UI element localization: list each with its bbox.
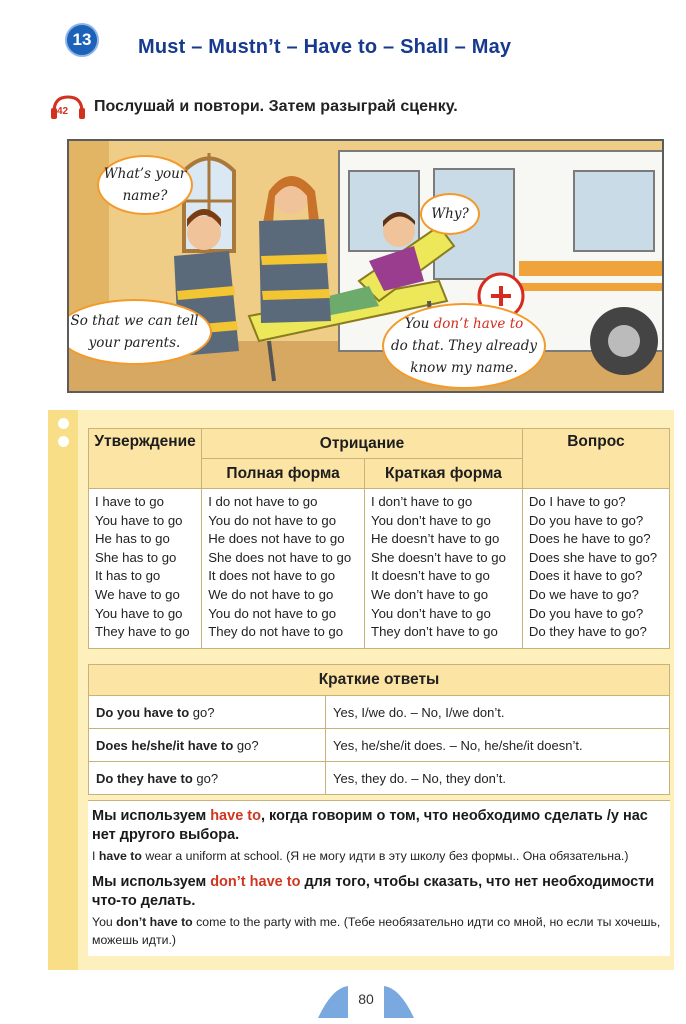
- question-rest: go?: [189, 704, 215, 720]
- table-cell: Does she have to go?: [528, 549, 658, 565]
- table-cell: He doesn’t have to go: [371, 531, 500, 547]
- table-cell: They do not have to go: [208, 624, 344, 640]
- page-title: Must – Mustn’t – Have to – Shall – May: [138, 36, 512, 58]
- table-cell: He has to go: [95, 531, 170, 547]
- table-cell: It has to go: [95, 568, 161, 584]
- example-have-to: I have to wear a uniform at school. (Я не могу идти в эту школу без формы.. Она обязательна.): [92, 849, 629, 863]
- binder-hole: [58, 436, 69, 447]
- header-question: Вопрос: [522, 429, 669, 489]
- question-bold: Do they have to: [96, 770, 193, 786]
- table-cell: We have to go: [95, 586, 180, 602]
- table-cell: You don’t have to go: [371, 605, 491, 621]
- short-answers-title: Краткие ответы: [89, 665, 670, 696]
- audio-track-number: 42: [57, 106, 69, 117]
- table-cell: We do not have to go: [208, 586, 334, 602]
- bubble-text: So that we can tell: [70, 313, 199, 329]
- table-cell: [89, 729, 326, 762]
- table-cell: I don’t have to go: [371, 494, 473, 509]
- binder-hole: [58, 418, 69, 429]
- negative-short-column: [365, 489, 523, 649]
- question-bold: Does he/she/it have to: [96, 737, 234, 753]
- highlighted-phrase: have to: [210, 808, 261, 824]
- bubble-text: your parents.: [88, 335, 181, 351]
- table-cell: You do not have to go: [208, 605, 337, 621]
- table-cell: We don’t have to go: [371, 586, 489, 602]
- question-bold: Do you have to: [96, 704, 190, 720]
- table-cell: Yes, I/we do. – No, I/we don’t.: [326, 696, 670, 729]
- table-cell: Does it have to go?: [528, 568, 643, 584]
- speech-bubble-why: [420, 193, 480, 235]
- table-cell: It doesn’t have to go: [371, 568, 490, 584]
- table-cell: He does not have to go: [208, 531, 345, 547]
- speech-bubble-whats-your-name: [97, 155, 193, 215]
- exercise-instruction: Послушай и повтори. Затем разыграй сценку.: [94, 98, 458, 115]
- table-cell: They have to go: [95, 624, 190, 640]
- highlighted-phrase: don’t have to: [433, 316, 524, 332]
- question-rest: go?: [233, 737, 259, 753]
- table-cell: They don’t have to go: [371, 624, 498, 640]
- table-cell: [89, 696, 326, 729]
- question-column: [522, 489, 669, 649]
- bubble-text: do that. They already: [391, 338, 537, 354]
- affirmative-column: [89, 489, 202, 649]
- table-cell: Do I have to go?: [528, 494, 626, 509]
- usage-notes: [88, 800, 670, 956]
- table-cell: Do we have to go?: [528, 586, 639, 602]
- table-cell: Do you have to go?: [528, 512, 644, 528]
- table-cell: Yes, he/she/it does. – No, he/she/it doesn’t.: [326, 729, 670, 762]
- table-cell: Do they have to go?: [528, 624, 647, 640]
- question-rest: go?: [192, 770, 219, 786]
- table-cell: You have to go: [95, 605, 183, 621]
- table-cell: I do not have to go: [208, 494, 318, 509]
- header-negative: Отрицание: [202, 429, 523, 459]
- short-answers-table: [88, 664, 670, 795]
- panel-binding-strip: [48, 410, 78, 970]
- grammar-table: [88, 428, 670, 649]
- rule-dont-have-to: Мы используем don’t have to для того, чтобы сказать, что нет необходимости что-то делать.: [92, 874, 655, 909]
- unit-number-badge: 13: [67, 25, 97, 55]
- header-full-form: Полная форма: [202, 459, 365, 489]
- table-cell: You don’t have to go: [371, 512, 491, 528]
- comic-illustration: [67, 139, 664, 393]
- speech-bubble-dont-have-to: [382, 303, 546, 389]
- bubble-text: know my name.: [410, 360, 518, 376]
- table-cell: Does he have to go?: [528, 531, 651, 547]
- header-affirmative: Утверждение: [89, 429, 202, 489]
- table-cell: She has to go: [95, 549, 177, 565]
- table-cell: Do you have to go?: [528, 605, 644, 621]
- highlighted-phrase: don’t have to: [210, 874, 301, 890]
- page-number: 80: [358, 991, 374, 1007]
- table-cell: [89, 762, 326, 795]
- table-cell: I have to go: [95, 494, 164, 509]
- table-cell: Yes, they do. – No, they don’t.: [326, 762, 670, 795]
- table-cell: She does not have to go: [208, 549, 352, 565]
- negative-full-column: [202, 489, 365, 649]
- table-cell: It does not have to go: [208, 568, 336, 584]
- bubble-text: You don’t have to: [404, 316, 524, 332]
- bubble-text: Why?: [431, 206, 469, 222]
- table-cell: You do not have to go: [208, 512, 337, 528]
- rule-have-to: Мы используем have to, когда говорим о том, что необходимо сделать /у нас нет другого выбора.: [92, 808, 648, 843]
- bubble-text: name?: [122, 188, 168, 204]
- table-cell: She doesn’t have to go: [371, 549, 506, 565]
- example-dont-have-to: You don’t have to come to the party with me. (Тебе необязательно идти со мной, но если ты хочешь, можешь идти.): [92, 915, 661, 947]
- header-short-form: Краткая форма: [365, 459, 523, 489]
- table-cell: You have to go: [95, 512, 183, 528]
- bubble-text: What’s your: [103, 166, 187, 182]
